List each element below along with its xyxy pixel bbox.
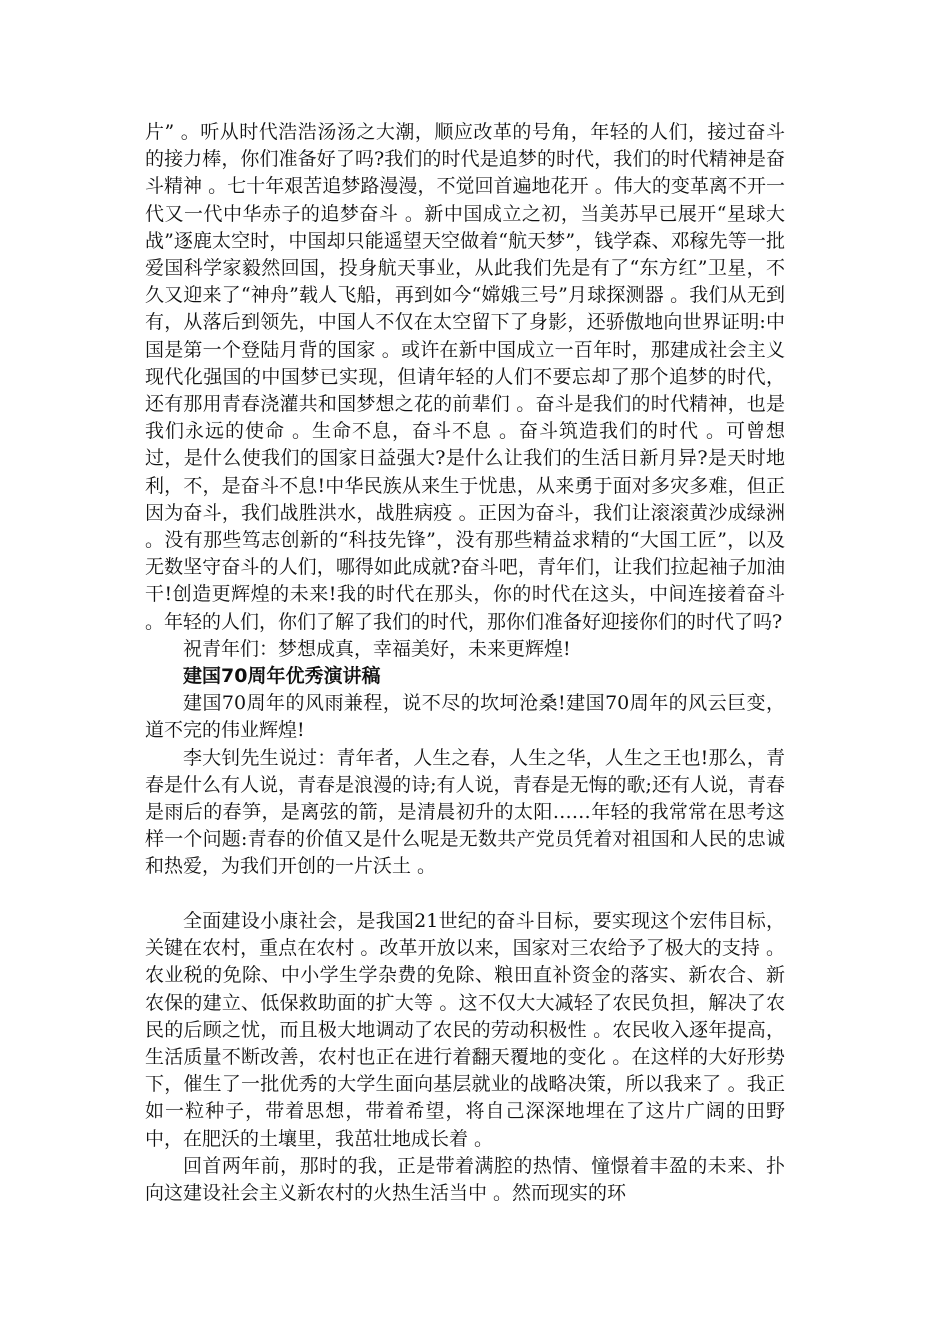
document-page — [145, 119, 785, 1207]
body-paragraph: 片” 。听从时代浩浩汤汤之大潮，顺应改革的号角，年轻的人们，接过奋斗的接力棒，你们准备好了吗?我们的时代是追梦的时代，我们的时代精神是奋斗精神 。七十年艰苦追梦路漫漫，不觉回首遍地花开 。伟大的变革离不开一代又一代中华赤子的追梦奋斗 。新中国成立之初，当美苏早已展开“星球大战”逐鹿太空时，中国却只能遥望天空做着“航天梦”，钱学森、邓稼先等一批爱国科学家毅然回国，投身航天事业，从此我们先是有了“东方红”卫星，不久又迎来了“神舟”载人飞船，再到如今“嫦娥三号”月球探测器 。我们从无到有，从落后到领先，中国人不仅在太空留下了身影，还骄傲地向世界证明:中国是第一个登陆月背的国家 。或许在新中国成立一百年时，那建成社会主义现代化强国的中国梦已实现，但请年轻的人们不要忘却了那个追梦的时代，还有那用青春浇灌共和国梦想之花的前辈们 。奋斗是我们的时代精神，也是我们永远的使命 。生命不息，奋斗不息 。奋斗筑造我们的时代 。可曾想过，是什么使我们的国家日益强大?是什么让我们的生活日新月异?是天时地利，不，是奋斗不息!中华民族从来生于忧患，从来勇于面对多灾多难，但正因为奋斗，我们战胜洪水，战胜病疫 。正因为奋斗，我们让滚滚黄沙成绿洲 。没有那些笃志创新的“科技先锋”，没有那些精益求精的“大国工匠”，以及无数坚守奋斗的人们，哪得如此成就?奋斗吧，青年们，让我们拉起袖子加油干!创造更辉煌的未来!我的时代在那头，你的时代在这头，中间连接着奋斗 。年轻的人们，你们了解了我们的时代，那你们准备好迎接你们的时代了吗? — [145, 121, 785, 633]
body-paragraph: 李大钊先生说过：青年者，人生之春，人生之华，人生之王也!那么，青春是什么有人说，青春是浪漫的诗;有人说，青春是无悔的歌;还有人说，青春是雨后的春笋，是离弦的箭，是清晨初升的太阳……年轻的我常常在思考这样一个问题:青春的价值又是什么呢是无数共产党员凭着对祖国和人民的忠诚和热爱，为我们开创的一片沃土 。 — [145, 746, 785, 878]
body-paragraph: 建国70周年的风雨兼程，说不尽的坎坷沧桑!建国70周年的风云巨变，道不完的伟业辉煌! — [145, 692, 785, 742]
closing-wish: 祝青年们：梦想成真，幸福美好，未来更辉煌! — [183, 637, 571, 660]
blank-line — [145, 881, 785, 908]
body-paragraph: 全面建设小康社会，是我国21世纪的奋斗目标，要实现这个宏伟目标，关键在农村，重点在农村 。改革开放以来，国家对三农给予了极大的支持 。农业税的免除、中小学生学杂费的免除、粮田直补资金的落实、新农合、新农保的建立、低保救助面的扩大等 。这不仅大大减轻了农民负担，解决了农民的后顾之忧，而且极大地调动了农民的劳动积极性 。农民收入逐年提高，生活质量不断改善，农村也正在进行着翻天覆地的变化 。在这样的大好形势下，催生了一批优秀的大学生面向基层就业的战略决策，所以我来了 。我正如一粒种子，带着思想，带着希望，将自己深深地埋在了这片广阔的田野中，在肥沃的土壤里，我茁壮地成长着 。 — [145, 909, 785, 1150]
section-heading: 建国70周年优秀演讲稿 — [183, 665, 381, 688]
body-paragraph: 回首两年前，那时的我，正是带着满腔的热情、憧憬着丰盈的未来、扑向这建设社会主义新农村的火热生活当中 。然而现实的环 — [145, 1154, 785, 1204]
